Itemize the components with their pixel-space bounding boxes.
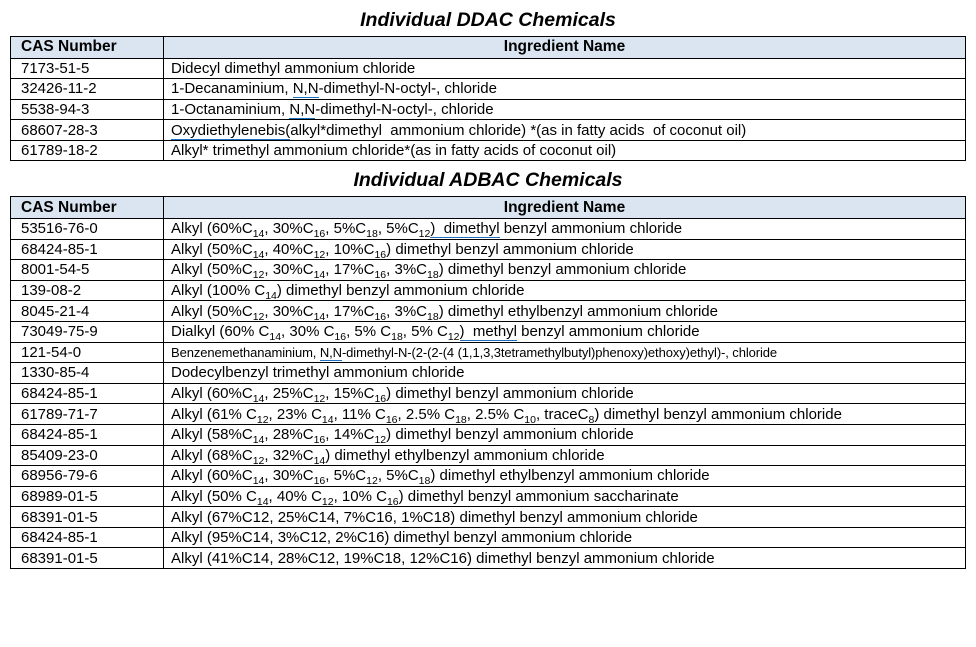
text-segment: , 5%C	[377, 220, 419, 238]
table-row	[11, 507, 966, 528]
text-segment: , 5%C	[325, 220, 367, 238]
table-row	[11, 404, 966, 425]
subscript-text: 12	[252, 310, 265, 322]
subscript-text: 16	[374, 393, 387, 404]
ingredient-name-cell	[164, 383, 966, 404]
text-segment: Alkyl (50%C	[171, 302, 253, 320]
ingredient-name-cell	[164, 260, 966, 281]
subscript-text: 12	[313, 248, 326, 260]
text-segment: benzyl ammonium chloride	[499, 220, 683, 238]
subscript-text: 14	[321, 413, 334, 425]
ingredient-name-cell	[164, 424, 966, 445]
subscript-text: 18	[391, 331, 403, 343]
subscript-text: 12	[252, 269, 265, 281]
text-segment: ) dimethyl ethylbenzyl ammonium chloride	[438, 302, 718, 320]
table-row	[11, 363, 966, 384]
text-segment: ) dimethyl benzyl ammonium chloride	[386, 426, 634, 444]
subscript-text: 18	[366, 228, 378, 240]
column-header-cas-number: CAS Number	[11, 37, 164, 59]
cas-number-cell: 68424-85-1	[11, 424, 164, 445]
table-row	[11, 424, 966, 445]
text-segment: ) dimethyl benzyl ammonium chloride	[386, 240, 634, 258]
text-segment: , 5%C	[325, 467, 367, 485]
adbac-table-title: Individual ADBAC Chemicals	[353, 169, 623, 192]
cas-number-cell: 5538-94-3	[11, 99, 164, 120]
table-row	[11, 99, 966, 120]
ingredient-name-cell	[164, 404, 966, 425]
cas-number-cell: 61789-18-2	[11, 140, 164, 161]
table-row	[11, 383, 966, 404]
subscript-text: 18	[427, 269, 439, 281]
text-segment: Alkyl (58%C	[171, 426, 253, 444]
cas-number-cell: 61789-71-7	[11, 404, 164, 425]
subscript-text: 10	[524, 413, 536, 425]
subscript-text: 16	[374, 248, 387, 260]
table-row	[11, 140, 966, 161]
table-row	[11, 239, 966, 260]
subscript-text: 12	[313, 393, 326, 404]
text-segment: , 30% C	[281, 323, 335, 341]
subscript-text: 12	[374, 434, 387, 445]
subscript-text: 12	[256, 413, 269, 425]
column-header-cas-number: CAS Number	[11, 197, 164, 219]
subscript-text: 14	[252, 434, 265, 445]
text-segment: , 10%C	[325, 240, 375, 258]
cas-number-cell: 68391-01-5	[11, 548, 164, 569]
grammar-underlined-text: ) dimethyl	[430, 220, 499, 239]
subscript-text: 12	[252, 454, 265, 466]
ingredient-name-cell	[164, 58, 966, 79]
ingredient-name-cell	[164, 301, 966, 322]
text-segment: Alkyl (67%C12, 25%C14, 7%C16, 1%C18) dimethyl benzyl ammonium chloride	[171, 508, 698, 526]
text-segment: , 3%C	[386, 302, 428, 320]
subscript-text: 16	[374, 310, 387, 322]
table-row	[11, 301, 966, 322]
ingredient-name-cell	[164, 120, 966, 141]
header-row	[11, 37, 966, 59]
text-segment: , 5% C	[402, 323, 448, 341]
ingredient-name-cell	[164, 363, 966, 384]
text-segment: , 5% C	[346, 323, 392, 341]
ingredient-name-cell	[164, 239, 966, 260]
cas-number-cell: 85409-23-0	[11, 445, 164, 466]
text-segment: , 30%C	[264, 467, 314, 485]
table-row	[11, 260, 966, 281]
text-segment: Alkyl (95%C14, 3%C12, 2%C16) dimethyl benzyl ammonium chloride	[171, 529, 633, 547]
subscript-text: 12	[447, 331, 460, 343]
text-segment: Alkyl (61% C	[171, 405, 257, 423]
cas-number-cell: 8001-54-5	[11, 260, 164, 281]
column-header-ingredient-name: Ingredient Name	[164, 37, 966, 59]
table-row	[11, 342, 966, 363]
text-segment: , 32%C	[264, 446, 314, 464]
text-segment: -dimethyl-N-octyl-, chloride	[318, 80, 497, 98]
subscript-text: 14	[265, 290, 277, 301]
subscript-text: 16	[385, 413, 398, 425]
text-segment: ) dimethyl ethylbenzyl ammonium chloride	[325, 446, 605, 464]
text-segment: Alkyl (100% C	[171, 282, 266, 300]
grammar-underlined-text: N,N	[289, 101, 315, 120]
text-segment: Alkyl (50%C	[171, 240, 253, 258]
cas-number-cell: 68424-85-1	[11, 383, 164, 404]
header-row	[11, 197, 966, 219]
table-row	[11, 445, 966, 466]
text-segment: ) dimethyl benzyl ammonium chloride	[276, 282, 525, 300]
text-segment: , 25%C	[264, 385, 314, 403]
ingredient-name-cell	[164, 507, 966, 528]
text-segment: , 2.5% C	[466, 405, 525, 423]
subscript-text: 16	[313, 434, 326, 445]
text-segment: Didecyl dimethyl ammonium chloride	[171, 59, 416, 77]
subscript-text: 16	[313, 475, 326, 487]
text-segment: -dimethyl-N-(2-(2-(4 (1,1,3,3tetramethylbutyl)phenoxy)ethoxy)ethyl)-, chloride	[341, 344, 778, 360]
text-segment: 1-Decanaminium,	[171, 80, 293, 98]
cas-number-cell: 7173-51-5	[11, 58, 164, 79]
subscript-text: 16	[334, 331, 347, 343]
ingredient-name-cell	[164, 79, 966, 100]
text-segment: ) dimethyl ethylbenzyl ammonium chloride	[430, 467, 710, 485]
cas-number-cell: 68391-01-5	[11, 507, 164, 528]
text-segment: , 30%C	[264, 261, 314, 279]
subscript-text: 14	[269, 331, 282, 343]
cas-number-cell: 68607-28-3	[11, 120, 164, 141]
text-segment: -dimethyl-N-octyl-, chloride	[315, 100, 494, 118]
ingredient-name-cell	[164, 466, 966, 487]
text-segment: ) dimethyl benzyl ammonium chloride	[386, 385, 634, 403]
subscript-text: 14	[252, 475, 265, 487]
text-segment: Alkyl (41%C14, 28%C12, 19%C18, 12%C16) dimethyl benzyl ammonium chloride	[171, 549, 715, 567]
text-segment: Alkyl (60%C	[171, 220, 253, 238]
text-segment: , 3%C	[386, 261, 428, 279]
text-segment: Alkyl* trimethyl ammonium chloride*(as in fatty acids of coconut oil)	[171, 142, 617, 160]
text-segment: , 17%C	[325, 261, 375, 279]
subscript-text: 16	[374, 269, 387, 281]
text-segment: , 30%C	[264, 220, 314, 238]
grammar-underlined-text: N,N	[320, 345, 342, 363]
ingredient-name-cell	[164, 99, 966, 120]
ingredient-name-cell	[164, 486, 966, 507]
text-segment: ) dimethyl benzyl ammonium chloride	[594, 405, 842, 423]
subscript-text: 14	[252, 393, 265, 404]
subscript-text: 12	[321, 495, 334, 507]
text-segment: , 10% C	[333, 487, 387, 505]
text-segment: alkyl*dimethyl ammonium chloride) *(as in fatty acids of coconut oil)	[290, 121, 747, 139]
table-row	[11, 548, 966, 569]
text-segment: , 11% C	[333, 405, 386, 423]
subscript-text: 16	[313, 228, 326, 240]
text-segment: Alkyl (60%C	[171, 467, 253, 485]
text-segment: , 15%C	[325, 385, 375, 403]
text-segment: benzyl ammonium chloride	[517, 323, 700, 341]
ingredient-name-cell	[164, 445, 966, 466]
table-row	[11, 466, 966, 487]
cas-number-cell: 121-54-0	[11, 342, 164, 363]
ddac-table-title: Individual DDAC Chemicals	[360, 9, 616, 31]
cas-number-cell: 1330-85-4	[11, 363, 164, 384]
text-segment: Alkyl (68%C	[171, 446, 253, 464]
subscript-text: 14	[313, 454, 326, 466]
text-segment: 1-Octanaminium,	[171, 100, 290, 118]
cas-number-cell: 139-08-2	[11, 280, 164, 301]
subscript-text: 14	[252, 248, 265, 260]
text-segment: , 5%C	[377, 467, 419, 485]
text-segment: , 23% C	[268, 405, 322, 423]
ddac-chemicals-table	[10, 36, 966, 161]
text-segment: , traceC	[535, 405, 589, 423]
table-row	[11, 280, 966, 301]
ingredient-name-cell	[164, 280, 966, 301]
cas-number-cell: 32426-11-2	[11, 79, 164, 100]
table-row	[11, 79, 966, 100]
grammar-underlined-text: ) methyl	[460, 323, 518, 342]
cas-number-cell: 73049-75-9	[11, 321, 164, 342]
text-segment: , 2.5% C	[397, 405, 456, 423]
subscript-text: 12	[366, 475, 378, 487]
text-segment: Alkyl (60%C	[171, 385, 253, 403]
ingredient-name-cell	[164, 527, 966, 548]
table-row	[11, 58, 966, 79]
text-segment: , 14%C	[325, 426, 375, 444]
adbac-chemicals-table	[10, 196, 966, 569]
table-row	[11, 218, 966, 239]
subscript-text: 16	[386, 495, 399, 507]
ingredient-name-cell	[164, 140, 966, 161]
text-segment: , 40% C	[268, 487, 322, 505]
subscript-text: 14	[256, 495, 269, 507]
text-segment: , 17%C	[325, 302, 375, 320]
subscript-text: 14	[313, 269, 326, 281]
column-header-ingredient-name: Ingredient Name	[164, 197, 966, 219]
subscript-text: 18	[427, 310, 439, 322]
table-row	[11, 321, 966, 342]
cas-number-cell: 68956-79-6	[11, 466, 164, 487]
ingredient-name-cell	[164, 321, 966, 342]
ingredient-name-cell	[164, 342, 966, 363]
text-segment: Dodecylbenzyl trimethyl ammonium chloride	[171, 364, 465, 382]
table-row	[11, 486, 966, 507]
table-row	[11, 120, 966, 141]
cas-number-cell: 68989-01-5	[11, 486, 164, 507]
text-segment: , 40%C	[264, 240, 314, 258]
text-segment: Benzenemethanaminium,	[171, 344, 320, 360]
text-segment: , 28%C	[264, 426, 314, 444]
table-row	[11, 527, 966, 548]
grammar-underlined-text: Oxydiethylenebis(	[171, 121, 291, 139]
subscript-text: 12	[418, 228, 431, 240]
cas-number-cell: 68424-85-1	[11, 527, 164, 548]
cas-number-cell: 8045-21-4	[11, 301, 164, 322]
text-segment: , 30%C	[264, 302, 314, 320]
subscript-text: 14	[252, 228, 265, 240]
cas-number-cell: 53516-76-0	[11, 218, 164, 239]
text-segment: ) dimethyl benzyl ammonium chloride	[438, 261, 687, 279]
subscript-text: 8	[588, 413, 595, 425]
grammar-underlined-text: N,N	[293, 80, 319, 99]
ingredient-name-cell	[164, 218, 966, 239]
subscript-text: 18	[418, 475, 431, 487]
ingredient-name-cell	[164, 548, 966, 569]
text-segment: Alkyl (50% C	[171, 487, 257, 505]
text-segment: ) dimethyl benzyl ammonium saccharinate	[398, 487, 679, 505]
text-segment: Dialkyl (60% C	[171, 323, 270, 341]
text-segment: Alkyl (50%C	[171, 261, 253, 279]
cas-number-cell: 68424-85-1	[11, 239, 164, 260]
subscript-text: 14	[313, 310, 326, 322]
subscript-text: 18	[455, 413, 467, 425]
